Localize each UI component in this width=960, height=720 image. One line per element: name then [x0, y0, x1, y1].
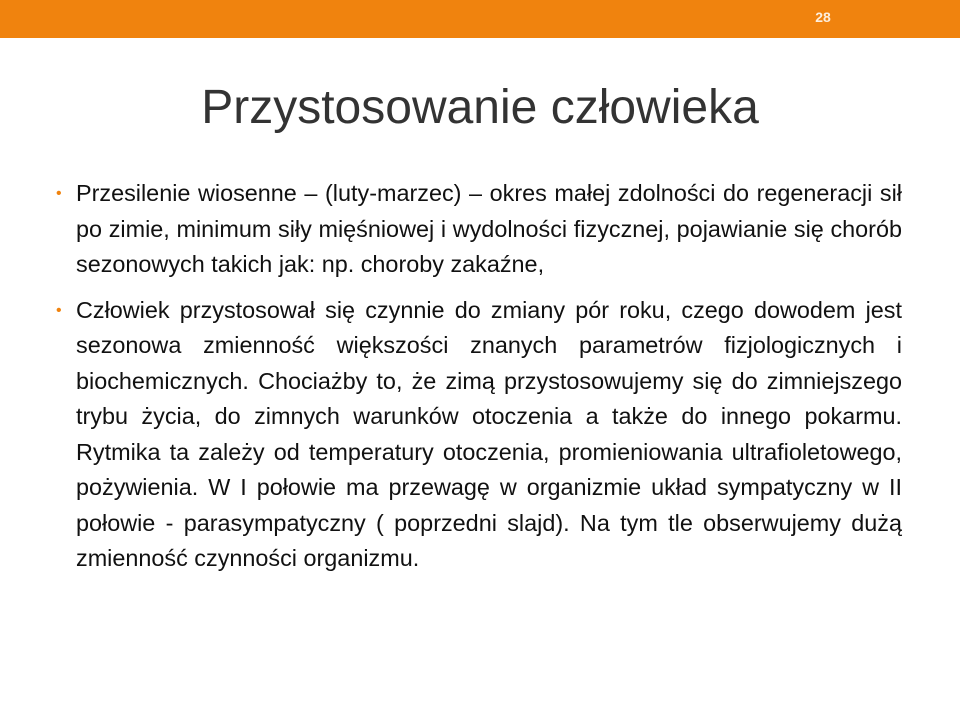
bullet-dot-icon: •	[56, 185, 62, 202]
bullet-item	[56, 176, 902, 283]
bullet-text: Przesilenie wiosenne – (luty-marzec) – okres małej zdolności do regeneracji sił po zimie, minimum siły mięśniowej i wydolności fizycznej, pojawianie się chorób sezonowych takich jak: np. choroby zakaźne,	[76, 180, 902, 277]
slide-title: Przystosowanie człowieka	[201, 81, 759, 134]
bullet-item	[56, 293, 902, 577]
bullet-list	[56, 176, 902, 587]
bullet-dot-icon: •	[56, 301, 62, 319]
slide-number: 28	[815, 9, 831, 25]
bullet-text: Człowiek przystosował się czynnie do zmiany pór roku, czego dowodem jest sezonowa zmienność większości znanych parametrów fizjologicznych i biochemicznych. Chociażby to, że zimą przystosowujemy się do zimniejszego trybu życia, do zimnych warunków otoczenia a także do innego pokarmu. Rytmika ta zależy od temperatury otoczenia, promieniowania ultrafioletowego, pożywienia. W I połowie ma przewagę w organizmie układ sympatyczny w II połowie - parasympatyczny ( poprzedni slajd). Na tym tle obserwujemy dużą zmienność czynności organizmu.	[76, 296, 902, 571]
header-bar	[0, 0, 960, 38]
